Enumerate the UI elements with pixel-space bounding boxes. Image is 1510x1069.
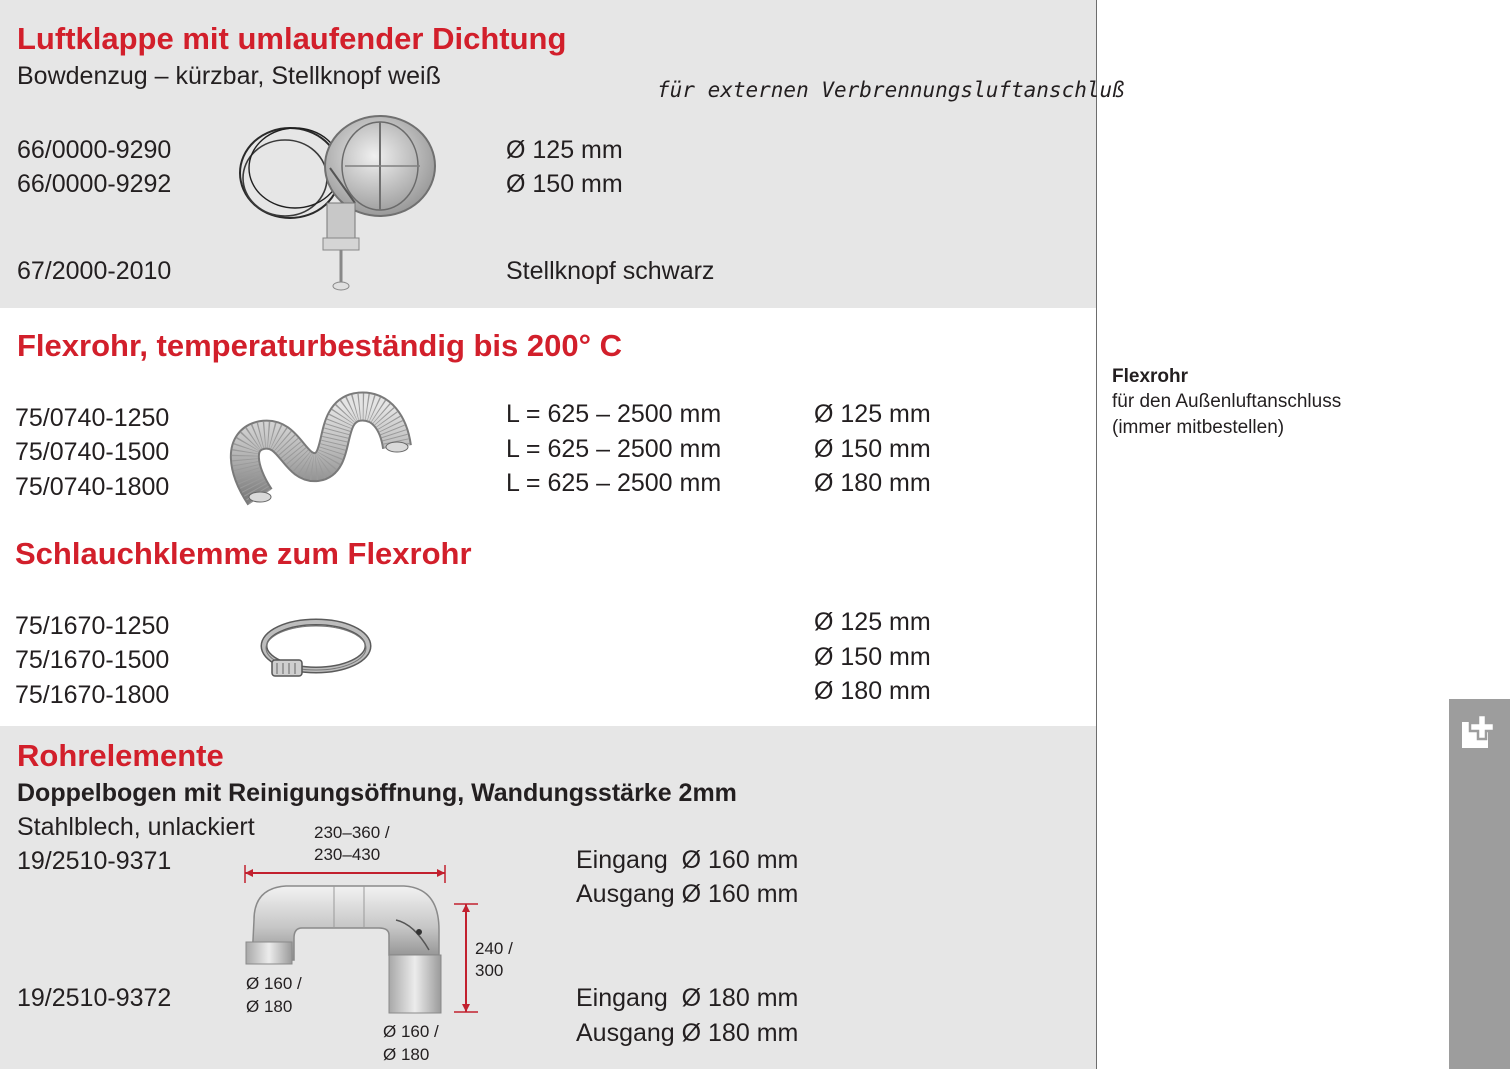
sidebar-title: Flexrohr	[1112, 366, 1189, 387]
luftklappe-article-1: 66/0000-9290	[17, 136, 172, 164]
flexrohr-article-2: 75/0740-1500	[15, 438, 170, 466]
dimension-height-label-1: 240 /	[475, 939, 513, 958]
schlauchklemme-title: Schlauchklemme zum Flexrohr	[15, 536, 472, 571]
schlauchklemme-article-3: 75/1670-1800	[15, 681, 170, 709]
schlauchklemme-article-2: 75/1670-1500	[15, 646, 170, 674]
dimension-left-diameter-2: Ø 180	[246, 997, 293, 1016]
flexrohr-length-3: L = 625 – 2500 mm	[506, 469, 722, 497]
luftklappe-note: für externen Verbrennungsluftanschluß	[657, 78, 1125, 102]
rohrelemente-article-1: 19/2510-9371	[17, 847, 172, 875]
rohrelemente-inlet-1: Eingang Ø 160 mm	[576, 846, 799, 874]
flexrohr-diameter-2: Ø 150 mm	[814, 435, 931, 463]
luftklappe-subtitle: Bowdenzug – kürzbar, Stellknopf weiß	[17, 62, 441, 90]
sidebar-line-1: für den Außenluftanschluss	[1112, 391, 1342, 412]
luftklappe-title: Luftklappe mit umlaufender Dichtung	[17, 21, 567, 56]
flexrohr-length-2: L = 625 – 2500 mm	[506, 435, 722, 463]
luftklappe-desc-2: Ø 150 mm	[506, 170, 623, 198]
dimension-height-label-2: 300	[475, 961, 504, 980]
double-bend-pipe-image	[244, 880, 444, 1015]
luftklappe-desc-1: Ø 125 mm	[506, 136, 623, 164]
rohrelemente-subtitle: Doppelbogen mit Reinigungsöffnung, Wandungsstärke 2mm	[17, 779, 737, 807]
section-rohrelemente-background	[0, 726, 1096, 1069]
luftklappe-desc-3: Stellknopf schwarz	[506, 257, 715, 285]
flexrohr-length-1: L = 625 – 2500 mm	[506, 400, 722, 428]
column-divider	[1096, 0, 1097, 1069]
dimension-bottom-diameter-2: Ø 180	[383, 1045, 430, 1064]
air-damper-image	[235, 108, 445, 293]
flexrohr-diameter-1: Ø 125 mm	[814, 400, 931, 428]
schlauchklemme-article-1: 75/1670-1250	[15, 612, 170, 640]
hose-clamp-image	[258, 608, 376, 688]
flexrohr-article-1: 75/0740-1250	[15, 404, 170, 432]
flexrohr-title: Flexrohr, temperaturbeständig bis 200° C	[17, 328, 623, 363]
rohrelemente-material: Stahlblech, unlackiert	[17, 813, 255, 841]
rohrelemente-article-2: 19/2510-9372	[17, 984, 172, 1012]
schlauchklemme-diameter-1: Ø 125 mm	[814, 608, 931, 636]
rohrelemente-outlet-2: Ausgang Ø 180 mm	[576, 1019, 799, 1047]
dimension-left-diameter-1: Ø 160 /	[246, 974, 302, 993]
dimension-width-label-2: 230–430	[314, 845, 381, 864]
schlauchklemme-diameter-2: Ø 150 mm	[814, 643, 931, 671]
accessories-tab[interactable]	[1449, 699, 1510, 1069]
luftklappe-article-3: 67/2000-2010	[17, 257, 172, 285]
schlauchklemme-diameter-3: Ø 180 mm	[814, 677, 931, 705]
dimension-bottom-diameter-1: Ø 160 /	[383, 1022, 439, 1041]
rohrelemente-inlet-2: Eingang Ø 180 mm	[576, 984, 799, 1012]
flex-pipe-image	[232, 395, 407, 507]
rohrelemente-outlet-1: Ausgang Ø 160 mm	[576, 880, 799, 908]
luftklappe-article-2: 66/0000-9292	[17, 170, 172, 198]
dimension-width-label-1: 230–360 /	[314, 823, 390, 842]
rohrelemente-title: Rohrelemente	[17, 738, 224, 773]
plus-icon	[1461, 712, 1501, 750]
flexrohr-diameter-3: Ø 180 mm	[814, 469, 931, 497]
flexrohr-article-3: 75/0740-1800	[15, 473, 170, 501]
sidebar-line-2: (immer mitbestellen)	[1112, 417, 1285, 438]
